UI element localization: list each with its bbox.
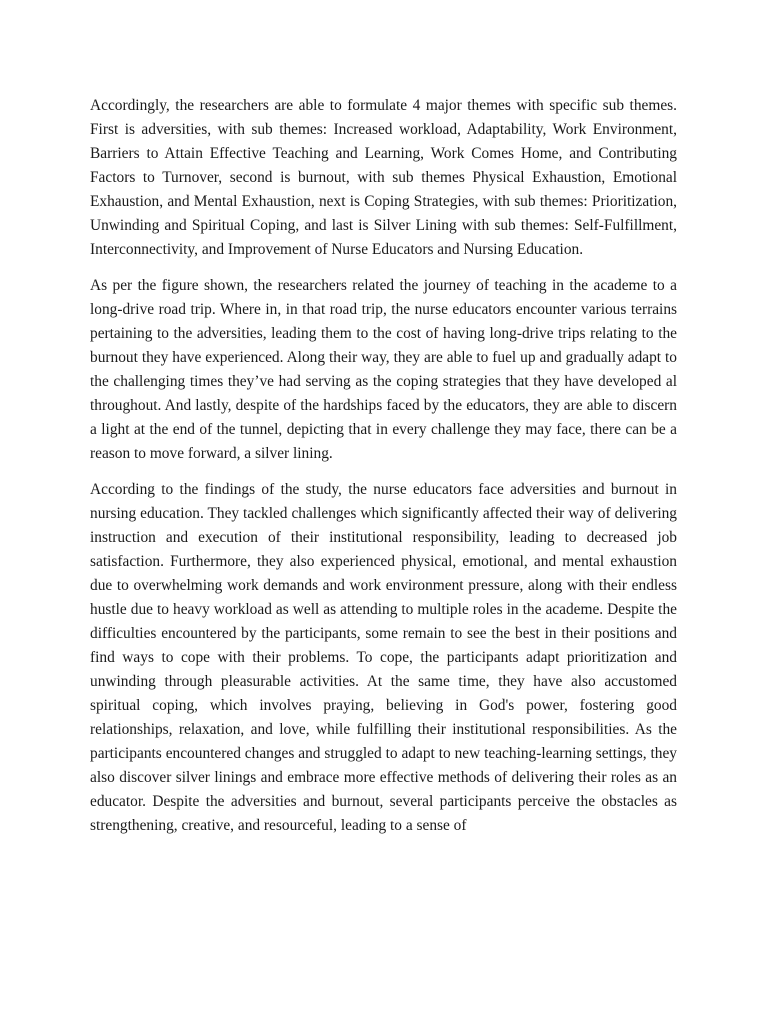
paragraph-road-trip-analogy: As per the figure shown, the researchers related the journey of teaching in the academe to a long-drive road trip. Where in, in that road trip, the nurse educators encounter various terrains pertaining to the adversities, leading them to the cost of having long-drive trips relating to the burnout they have experienced. Along their way, they are able to fuel up and gradually adapt to the challenging times they’ve had serving as the coping strategies that they have developed al throughout. And lastly, despite of the hardships faced by the educators, they are able to discern a light at the end of the tunnel, depicting that in every challenge they may face, there can be a reason to move forward, a silver lining.: [90, 277, 677, 462]
paragraph-findings: According to the findings of the study, the nurse educators face adversities and burnout in nursing education. They tackled challenges which significantly affected their way of delivering instruction and execution of their institutional responsibility, leading to decreased job satisfaction. Furthermore, they also experienced physical, emotional, and mental exhaustion due to overwhelming work demands and work environment pressure, along with their endless hustle due to heavy workload as well as attending to multiple roles in the academe. Despite the difficulties encountered by the participants, some remain to see the best in their positions and find ways to cope with their problems. To cope, the participants adapt prioritization and unwinding through pleasurable activities. At the same time, they have also accustomed spiritual coping, which involves praying, believing in God's power, fostering good relationships, relaxation, and love, while fulfilling their institutional responsibilities. As the participants encountered changes and struggled to adapt to new teaching-learning settings, they also discover silver linings and embrace more effective methods of delivering their roles as an educator. Despite the adversities and burnout, several participants perceive the obstacles as strengthening, creative, and resourceful, leading to a sense of: [90, 481, 677, 834]
document-page: [90, 94, 677, 850]
paragraph-themes: Accordingly, the researchers are able to formulate 4 major themes with specific sub themes. First is adversities, with sub themes: Increased workload, Adaptability, Work Environment, Barriers to Attain Effective Teaching and Learning, Work Comes Home, and Contributing Factors to Turnover, second is burnout, with sub themes Physical Exhaustion, Emotional Exhaustion, and Mental Exhaustion, next is Coping Strategies, with sub themes: Prioritization, Unwinding and Spiritual Coping, and last is Silver Lining with sub themes: Self-Fulfillment, Interconnectivity, and Improvement of Nurse Educators and Nursing Education.: [90, 97, 677, 258]
